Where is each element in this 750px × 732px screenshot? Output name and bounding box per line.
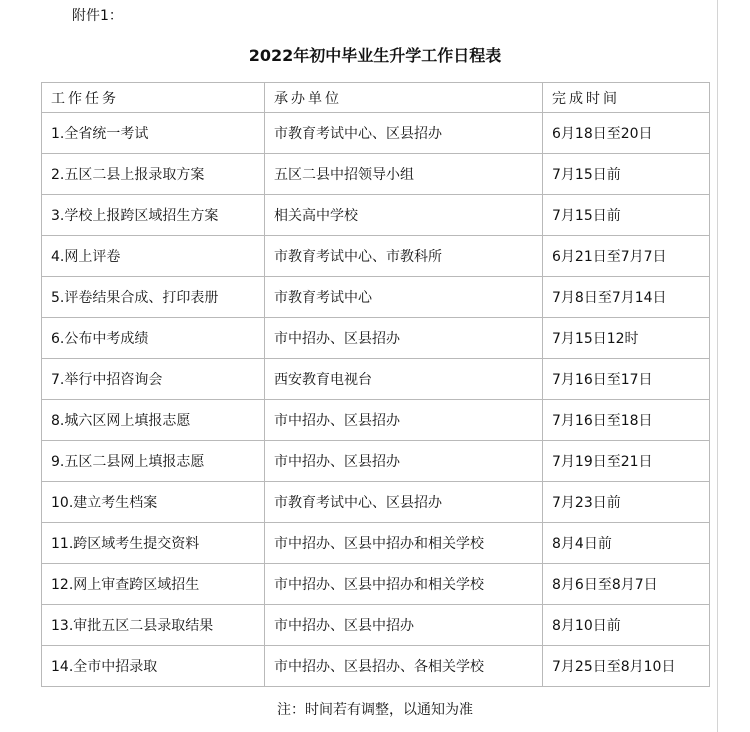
table-row: [42, 400, 710, 441]
deadline-cell: 7月15日前: [543, 154, 710, 195]
attachment-label: 附件1：: [72, 8, 123, 24]
task-cell: 4.网上评卷: [42, 236, 265, 277]
table-row: [42, 236, 710, 277]
deadline-cell: 7月16日至18日: [543, 400, 710, 441]
deadline-cell: 7月15日12时: [543, 318, 710, 359]
organizer-cell: 相关高中学校: [265, 195, 543, 236]
document-title: 2022年初中毕业生升学工作日程表: [248, 46, 502, 65]
deadline-cell: 7月19日至21日: [543, 441, 710, 482]
table-row: [42, 277, 710, 318]
table-row: [42, 605, 710, 646]
table-row: [42, 318, 710, 359]
deadline-cell: 6月18日至20日: [543, 113, 710, 154]
task-cell: 10.建立考生档案: [42, 482, 265, 523]
deadline-cell: 8月4日前: [543, 523, 710, 564]
deadline-cell: 7月23日前: [543, 482, 710, 523]
organizer-cell: 市中招办、区县招办: [265, 318, 543, 359]
table-row: [42, 154, 710, 195]
page-edge-line: [717, 0, 718, 732]
table-row: [42, 646, 710, 687]
organizer-cell: 市教育考试中心、区县招办: [265, 113, 543, 154]
footnote: 注：时间若有调整，以通知为准: [277, 702, 473, 718]
table-row: [42, 523, 710, 564]
task-cell: 6.公布中考成绩: [42, 318, 265, 359]
deadline-cell: 8月6日至8月7日: [543, 564, 710, 605]
organizer-cell: 市中招办、区县中招办和相关学校: [265, 523, 543, 564]
task-cell: 2.五区二县上报录取方案: [42, 154, 265, 195]
deadline-cell: 7月25日至8月10日: [543, 646, 710, 687]
deadline-cell: 7月8日至7月14日: [543, 277, 710, 318]
table-header-row: [42, 83, 710, 113]
organizer-cell: 市中招办、区县招办: [265, 441, 543, 482]
task-cell: 7.举行中招咨询会: [42, 359, 265, 400]
header-organizer: 承办单位: [265, 83, 543, 113]
organizer-cell: 市教育考试中心、市教科所: [265, 236, 543, 277]
header-task: 工作任务: [42, 83, 265, 113]
organizer-cell: 市教育考试中心: [265, 277, 543, 318]
task-cell: 13.审批五区二县录取结果: [42, 605, 265, 646]
task-cell: 1.全省统一考试: [42, 113, 265, 154]
table-row: [42, 359, 710, 400]
table-row: [42, 564, 710, 605]
task-cell: 11.跨区域考生提交资料: [42, 523, 265, 564]
deadline-cell: 8月10日前: [543, 605, 710, 646]
task-cell: 9.五区二县网上填报志愿: [42, 441, 265, 482]
organizer-cell: 五区二县中招领导小组: [265, 154, 543, 195]
organizer-cell: 西安教育电视台: [265, 359, 543, 400]
task-cell: 12.网上审查跨区域招生: [42, 564, 265, 605]
organizer-cell: 市中招办、区县招办、各相关学校: [265, 646, 543, 687]
table-row: [42, 441, 710, 482]
organizer-cell: 市中招办、区县中招办和相关学校: [265, 564, 543, 605]
task-cell: 14.全市中招录取: [42, 646, 265, 687]
deadline-cell: 7月16日至17日: [543, 359, 710, 400]
organizer-cell: 市教育考试中心、区县招办: [265, 482, 543, 523]
table-row: [42, 113, 710, 154]
table-row: [42, 195, 710, 236]
table-row: [42, 482, 710, 523]
deadline-cell: 7月15日前: [543, 195, 710, 236]
task-cell: 3.学校上报跨区域招生方案: [42, 195, 265, 236]
organizer-cell: 市中招办、区县招办: [265, 400, 543, 441]
task-cell: 8.城六区网上填报志愿: [42, 400, 265, 441]
header-deadline: 完成时间: [543, 83, 710, 113]
schedule-table: [41, 82, 710, 687]
organizer-cell: 市中招办、区县中招办: [265, 605, 543, 646]
task-cell: 5.评卷结果合成、打印表册: [42, 277, 265, 318]
deadline-cell: 6月21日至7月7日: [543, 236, 710, 277]
